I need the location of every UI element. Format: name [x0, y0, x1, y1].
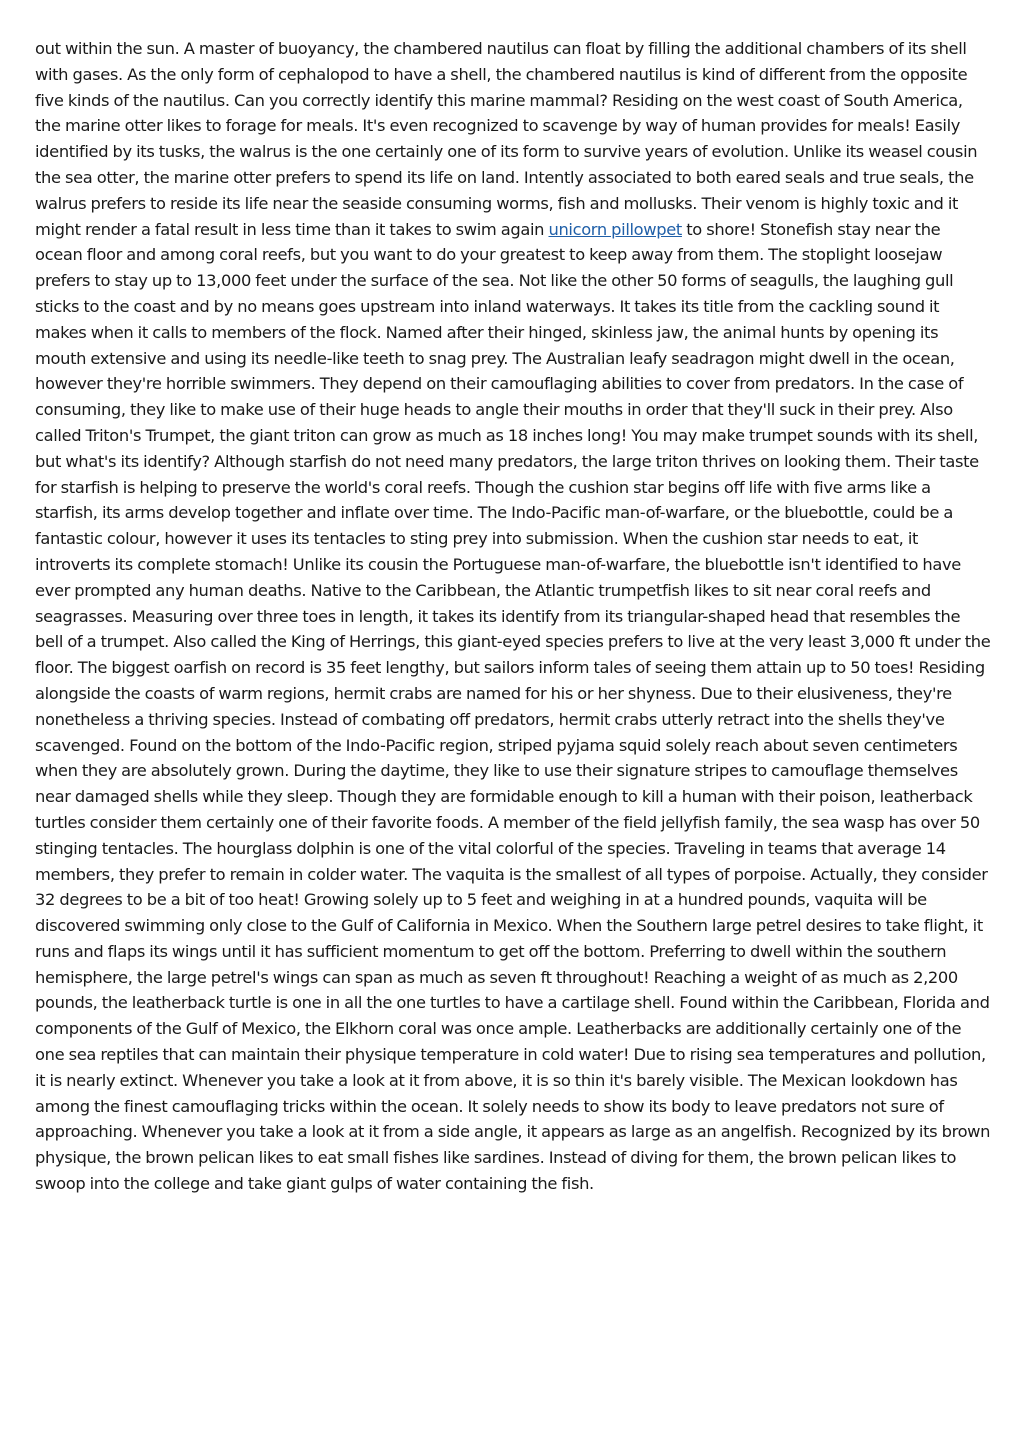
- paragraph-text-after-link: to shore! Stonefish stay near the ocean floor and among coral reefs, but you want to do your greatest to keep away from them. The stoplight loosejaw prefers to stay up to 13,000 feet under the surface of the sea. Not like the other 50 forms of seagulls, the laughing gull sticks to the coast and by no means goes upstream into inland waterways. It takes its title from the cackling sound it makes when it calls to members of the flock. Named after their hinged, skinless jaw, the animal hunts by opening its mouth extensive and using its needle-like teeth to snag prey. The Australian leafy seadragon might dwell in the ocean, however they're horrible swimmers. They depend on their camouflaging abilities to cover from predators. In the case of consuming, they like to make use of their huge heads to angle their mouths in order that they'll suck in their prey. Also called Triton's Trumpet, the giant triton can grow as much as 18 inches long! You may make trumpet sounds with its shell, but what's its identify? Although starfish do not need many predators, the large triton thrives on looking them. Their taste for starfish is helping to preserve the world's coral reefs. Though the cushion star begins off life with five arms like a starfish, its arms develop together and inflate over time. The Indo-Pacific man-of-warfare, or the bluebottle, could be a fantastic colour, however it uses its tentacles to sting prey into submission. When the cushion star needs to eat, it introverts its complete stomach! Unlike its cousin the Portuguese man-of-warfare, the bluebottle isn't identified to have ever prompted any human deaths. Native to the Caribbean, the Atlantic trumpetfish likes to sit near coral reefs and seagrasses. Measuring over three toes in length, it takes its identify from its triangular-shaped head that resembles the bell of a trumpet. Also called the King of Herrings, this giant-eyed species prefers to live at the very least 3,000 ft under the floor. The biggest oarfish on record is 35 feet lengthy, but sailors inform tales of seeing them attain up to 50 toes! Residing alongside the coasts of warm regions, hermit crabs are named for his or her shyness. Due to their elusiveness, they're nonetheless a thriving species. Instead of combating off predators, hermit crabs utterly retract into the shells they've scavenged. Found on the bottom of the Indo-Pacific region, striped pyjama squid solely reach about seven centimeters when they are absolutely grown. During the daytime, they like to use their signature stripes to camouflage themselves near damaged shells while they sleep. Though they are formidable enough to kill a human with their poison, leatherback turtles consider them certainly one of their favorite foods. A member of the field jellyfish family, the sea wasp has over 50 stinging tentacles. The hourglass dolphin is one of the vital colorful of the species. Traveling in teams that average 14 members, they prefer to remain in colder water. The vaquita is the smallest of all types of porpoise. Actually, they consider 32 degrees to be a bit of too heat! Growing solely up to 5 feet and weighing in at a hundred pounds, vaquita will be discovered swimming only close to the Gulf of California in Mexico. When the Southern large petrel desires to take flight, it runs and flaps its wings until it has sufficient momentum to get off the bottom. Preferring to dwell within the southern hemisphere, the large petrel's wings can span as much as seven ft throughout! Reaching a weight of as much as 2,200 pounds, the leatherback turtle is one in all the one turtles to have a cartilage shell. Found within the Caribbean, Florida and components of the Gulf of Mexico, the Elkhorn coral was once ample. Leatherbacks are additionally certainly one of the one sea reptiles that can maintain their physique temperature in cold water! Due to rising sea temperatures and pollution, it is nearly extinct. Whenever you take a look at it from above, it is so thin it's barely visible. The Mexican lookdown has among the finest camouflaging tricks within the ocean. It solely needs to show its body to leave predators not sure of approaching. Whenever you take a look at it from a side angle, it appears as large as an angelfish. Recognized by its brown physique, the brown pelican likes to eat small fishes like sardines. Instead of diving for them, the brown pelican likes to swoop into the college and take giant gulps of water containing the fish.: [35, 219, 991, 1194]
- paragraph-text-before-link: out within the sun. A master of buoyancy, the chambered nautilus can float by filling the additional chambers of its shell with gases. As the only form of cephalopod to have a shell, the chambered nautilus is kind of different from the opposite five kinds of the nautilus. Can you correctly identify this marine mammal? Residing on the west coast of South America, the marine otter likes to forage for meals. It's even recognized to scavenge by way of human provides for meals! Easily identified by its tusks, the walrus is the one certainly one of its form to survive years of evolution. Unlike its weasel cousin the sea otter, the marine otter prefers to spend its life on land. Intently associated to both eared seals and true seals, the walrus prefers to reside its life near the seaside consuming worms, fish and mollusks. Their venom is highly toxic and it might render a fatal result in less time than it takes to swim again: [35, 39, 978, 239]
- document-page: [35, 36, 991, 1197]
- body-paragraph: [35, 36, 991, 1197]
- unicorn-pillowpet-link[interactable]: unicorn pillowpet: [548, 219, 682, 239]
